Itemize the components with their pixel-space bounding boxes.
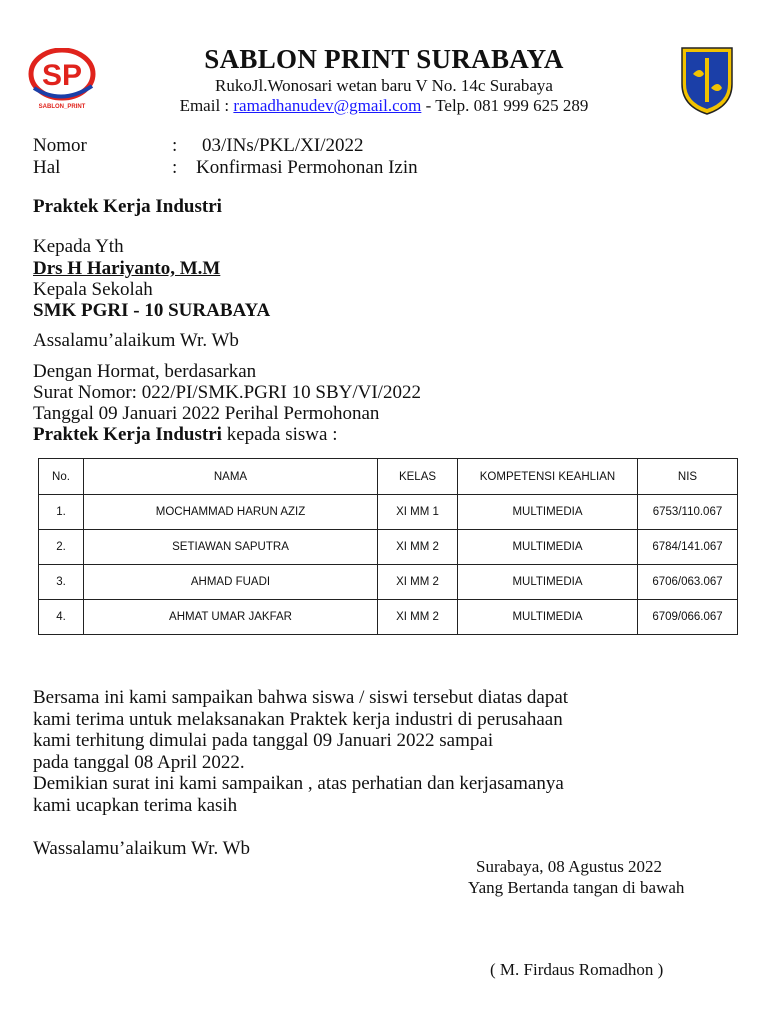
cell-nis: 6784/141.067 (638, 530, 738, 565)
cell-kelas: XI MM 2 (378, 565, 458, 600)
nomor-separator: : (172, 135, 178, 156)
cell-kelas: XI MM 2 (378, 600, 458, 635)
table-row (39, 530, 738, 565)
salutation: Assalamu’alaikum Wr. Wb (33, 330, 239, 351)
hal-label: Hal (33, 157, 61, 178)
body-line-1: Bersama ini kami sampaikan bahwa siswa / siswi tersebut diatas dapat (33, 687, 569, 708)
cell-kompetensi: MULTIMEDIA (458, 565, 638, 600)
table-row (39, 600, 738, 635)
cell-kompetensi: MULTIMEDIA (458, 495, 638, 530)
intro-line-3: Tanggal 09 Januari 2022 Perihal Permohonan (33, 403, 380, 424)
cell-kompetensi: MULTIMEDIA (458, 530, 638, 565)
col-header-nis: NIS (638, 459, 738, 495)
cell-nis: 6709/066.067 (638, 600, 738, 635)
body-line-5: Demikian surat ini kami sampaikan , atas perhatian dan kerjasamanya (33, 773, 564, 794)
signature-date-value: 08 Agustus 2022 (543, 857, 663, 876)
student-table (38, 458, 738, 635)
signature-date (476, 857, 662, 877)
cell-no: 1. (39, 495, 84, 530)
email-link[interactable]: ramadhanudev@gmail.com (233, 96, 422, 115)
cell-nis: 6753/110.067 (638, 495, 738, 530)
cell-no: 2. (39, 530, 84, 565)
intro-line-2: Surat Nomor: 022/PI/SMK.PGRI 10 SBY/VI/2022 (33, 382, 421, 403)
col-header-kompetensi: KOMPETENSI KEAHLIAN (458, 459, 638, 495)
cell-nis: 6706/063.067 (638, 565, 738, 600)
cell-nama: SETIAWAN SAPUTRA (84, 530, 378, 565)
logo-text: SP (41, 59, 83, 92)
col-header-nama: NAMA (84, 459, 378, 495)
cell-kompetensi: MULTIMEDIA (458, 600, 638, 635)
hal-value: Konfirmasi Permohonan Izin (196, 157, 418, 178)
nomor-label: Nomor (33, 135, 87, 156)
cell-no: 3. (39, 565, 84, 600)
table-row (39, 565, 738, 600)
company-contact (0, 96, 768, 116)
intro-line-1: Dengan Hormat, berdasarkan (33, 361, 257, 382)
signatory-name: ( M. Firdaus Romadhon ) (490, 960, 664, 979)
company-address: RukoJl.Wonosari wetan baru V No. 14c Surabaya (215, 76, 553, 95)
intro-line-4-rest: kepada siswa : (221, 424, 338, 445)
closing-salutation: Wassalamu’alaikum Wr. Wb (33, 838, 251, 859)
company-name: SABLON PRINT SURABAYA (204, 44, 564, 74)
table-header-row (39, 459, 738, 495)
recipient-greeting: Kepada Yth (33, 236, 124, 257)
col-header-kelas: KELAS (378, 459, 458, 495)
logo-subtext: SABLON_PRINT (38, 104, 86, 110)
cell-nama: MOCHAMMAD HARUN AZIZ (84, 495, 378, 530)
email-label: Email : (179, 96, 234, 115)
signature-place: Surabaya, (476, 857, 544, 876)
signature-note: Yang Bertanda tangan di bawah (468, 878, 685, 897)
phone-text: - Telp. 081 999 625 289 (421, 96, 589, 115)
col-header-no: No. (39, 459, 84, 495)
subject-heading: Praktek Kerja Industri (33, 196, 222, 217)
intro-line-4 (33, 424, 338, 446)
body-paragraph (33, 687, 568, 816)
cell-kelas: XI MM 2 (378, 530, 458, 565)
cell-nama: AHMAD FUADI (84, 565, 378, 600)
nomor-value: 03/INs/PKL/XI/2022 (202, 135, 364, 156)
body-line-6: kami ucapkan terima kasih (33, 794, 238, 816)
intro-line-4-bold: Praktek Kerja Industri (33, 424, 222, 445)
city-crest-icon (676, 44, 738, 116)
table-row (39, 495, 738, 530)
cell-kelas: XI MM 1 (378, 495, 458, 530)
cell-nama: AHMAT UMAR JAKFAR (84, 600, 378, 635)
recipient-position: Kepala Sekolah (33, 279, 153, 300)
body-line-4: pada tanggal 08 April 2022. (33, 751, 245, 773)
hal-separator: : (172, 157, 178, 178)
recipient-name: Drs H Hariyanto, M.M (33, 258, 221, 279)
body-line-3: kami terhitung dimulai pada tanggal 09 Januari 2022 sampai (33, 730, 494, 751)
recipient-school: SMK PGRI - 10 SURABAYA (33, 300, 271, 321)
cell-no: 4. (39, 600, 84, 635)
body-line-2: kami terima untuk melaksanakan Praktek kerja industri di perusahaan (33, 708, 563, 730)
